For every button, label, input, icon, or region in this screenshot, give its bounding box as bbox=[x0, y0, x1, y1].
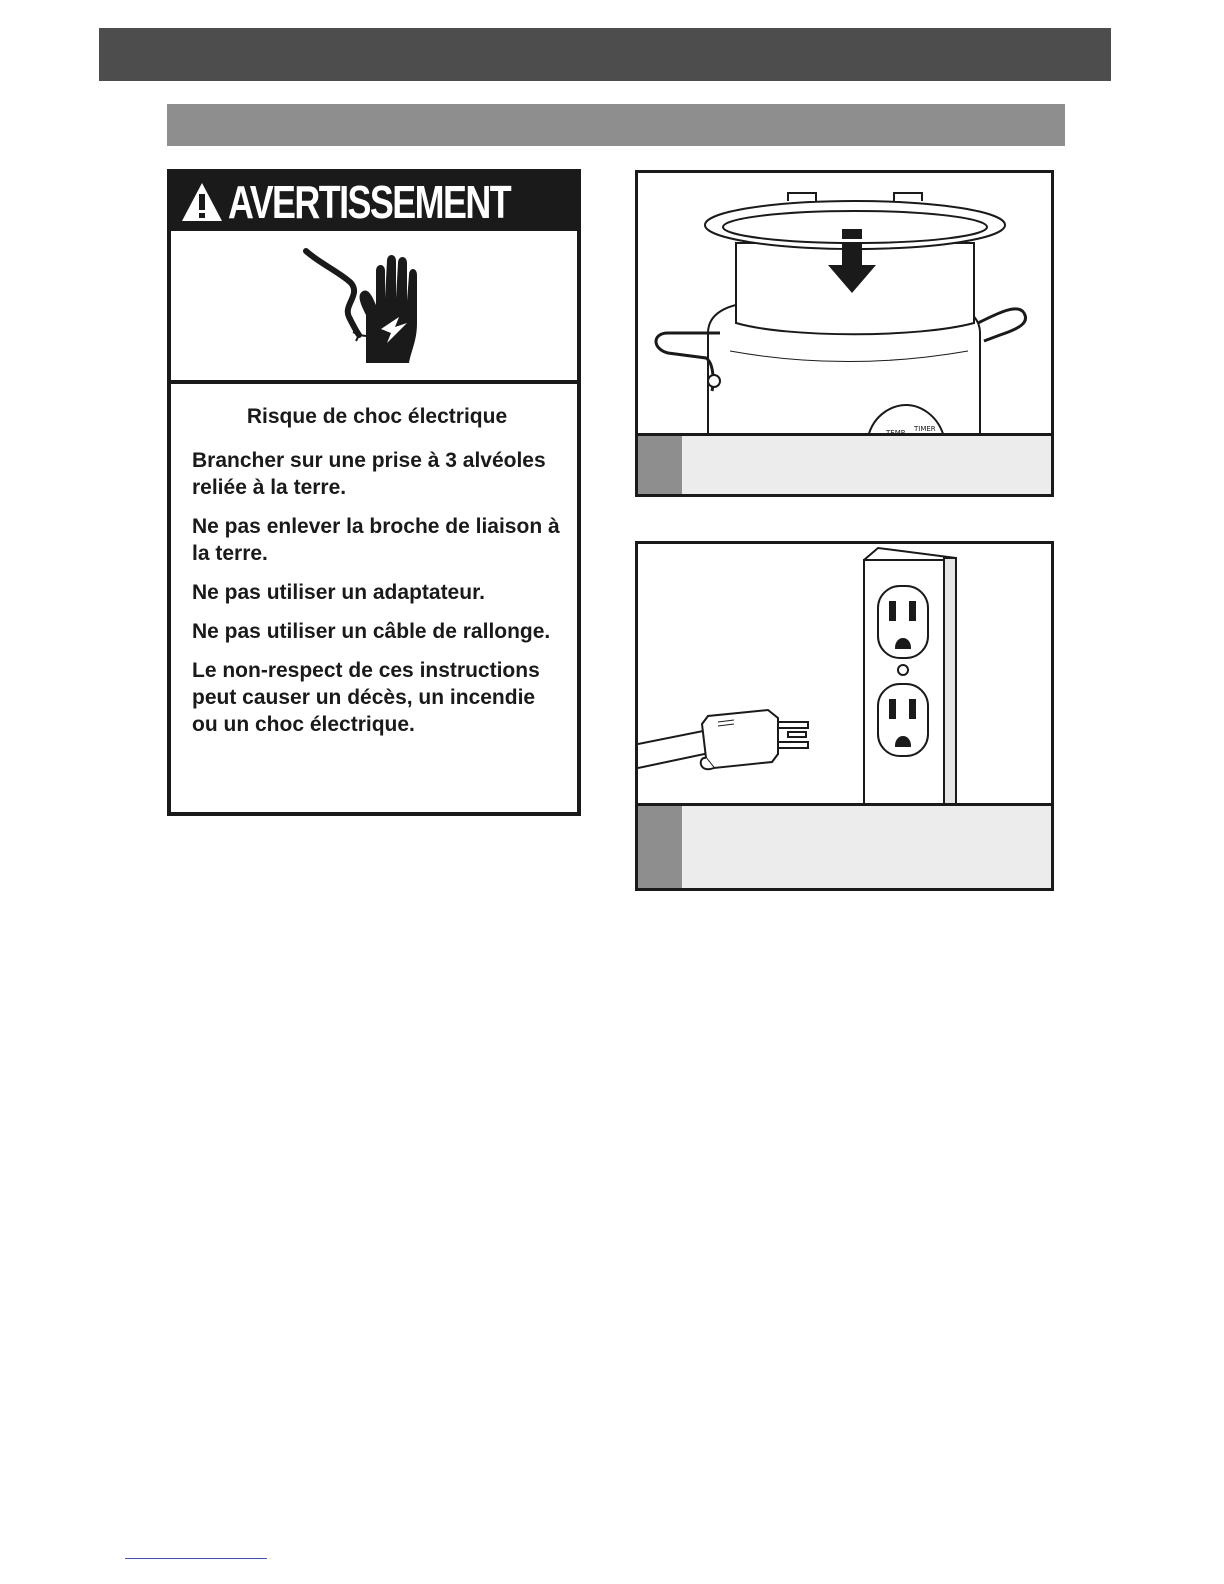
caption-step-marker bbox=[638, 806, 682, 888]
warning-box bbox=[167, 169, 581, 816]
warning-title: Risque de choc électrique bbox=[246, 405, 508, 428]
footer-link-underline[interactable] bbox=[125, 1558, 267, 1559]
warning-header-label: AVERTISSEMENT bbox=[228, 176, 511, 228]
warning-text bbox=[192, 405, 562, 750]
figure-outlet-plug bbox=[635, 541, 1054, 891]
figure-outlet-caption bbox=[638, 803, 1051, 888]
caption-text bbox=[682, 436, 1051, 494]
warning-line-ground-prong: Ne pas enlever la broche de liaison à la terre. bbox=[192, 515, 560, 565]
caption-text bbox=[682, 806, 1051, 888]
shock-symbol-panel bbox=[171, 231, 577, 384]
top-header-bar bbox=[99, 28, 1111, 81]
outlet-plug-illustration bbox=[638, 544, 1051, 808]
figure-pot-insert bbox=[635, 170, 1054, 497]
warning-line-adapter: Ne pas utiliser un adaptateur. bbox=[192, 581, 485, 604]
figure-pot-caption bbox=[638, 433, 1051, 494]
warning-triangle-icon bbox=[180, 181, 224, 223]
warning-header bbox=[171, 173, 577, 231]
electric-shock-hand-icon bbox=[301, 243, 451, 373]
warning-line-extension-cord: Ne pas utiliser un câble de rallonge. bbox=[192, 620, 551, 643]
warning-line-grounded-outlet: Brancher sur une prise à 3 alvéoles reliée à la terre. bbox=[192, 449, 546, 499]
warning-line-consequence: Le non-respect de ces instructions peut causer un décès, un incendie ou un choc électrique. bbox=[192, 659, 540, 736]
caption-step-marker bbox=[638, 436, 682, 494]
dial-label-timer: TIMER bbox=[914, 425, 936, 433]
section-header-bar bbox=[167, 104, 1065, 146]
pot-illustration bbox=[638, 173, 1051, 437]
